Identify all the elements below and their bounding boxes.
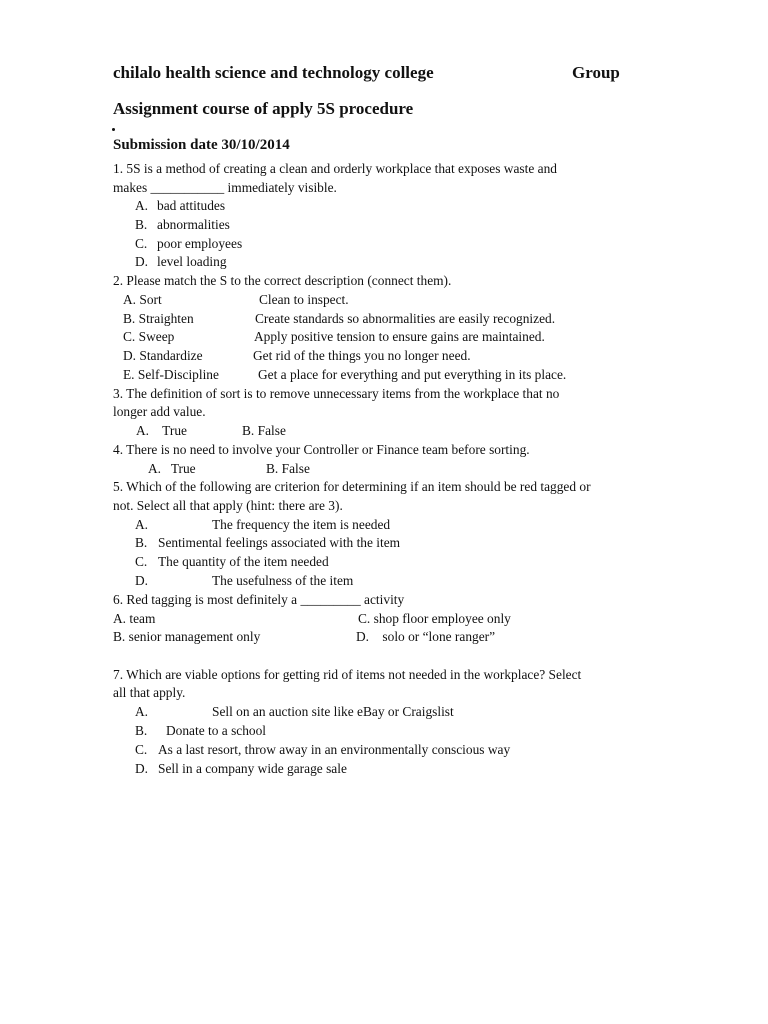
q7-option-letter: A.	[135, 704, 149, 719]
q6-option-d: D. solo or “lone ranger”	[356, 629, 496, 644]
q1-option-letter: A.	[135, 198, 149, 213]
q2-s-item: A. Sort	[123, 292, 162, 307]
q6-option-b: B. senior management only	[113, 629, 261, 644]
q6-option-c: C. shop floor employee only	[358, 611, 511, 626]
q7-option-text: Donate to a school	[166, 723, 267, 738]
q5-option-letter: D.	[135, 573, 149, 588]
q2-s-item: C. Sweep	[123, 329, 175, 344]
q2-description: Get rid of the things you no longer need.	[253, 348, 471, 363]
bullet-mark	[112, 128, 115, 131]
q5-option-letter: A.	[135, 517, 149, 532]
q3-line1: 3. The definition of sort is to remove unnecessary items from the workplace that no	[113, 386, 560, 401]
q4-option-b: B. False	[266, 461, 310, 476]
q2-description: Create standards so abnormalities are easily recognized.	[255, 311, 556, 326]
q5-line2: not. Select all that apply (hint: there are 3).	[113, 498, 343, 513]
group-label: Group	[572, 63, 620, 82]
q2-s-item: D. Standardize	[123, 348, 203, 363]
q2-s-item: E. Self-Discipline	[123, 367, 219, 382]
assignment-title: Assignment course of apply 5S procedure	[113, 99, 414, 118]
q1-option-letter: C.	[135, 236, 148, 251]
college-name: chilalo health science and technology college	[113, 63, 434, 82]
q7-option-letter: D.	[135, 761, 149, 776]
q5-option-letter: B.	[135, 535, 148, 550]
q7-line1: 7. Which are viable options for getting rid of items not needed in the workplace? Select	[113, 667, 582, 682]
q2-description: Clean to inspect.	[259, 292, 349, 307]
q5-option-text: Sentimental feelings associated with the item	[158, 535, 401, 550]
q1-option-text: level loading	[157, 254, 227, 269]
q7-line2: all that apply.	[113, 685, 186, 700]
q1-option-letter: B.	[135, 217, 148, 232]
q1-option-text: poor employees	[157, 236, 243, 251]
q5-option-letter: C.	[135, 554, 148, 569]
q7-option-text: As a last resort, throw away in an environmentally conscious way	[158, 742, 511, 757]
q1-line1: 1. 5S is a method of creating a clean and orderly workplace that exposes waste and	[113, 161, 557, 176]
q2-description: Get a place for everything and put everything in its place.	[258, 367, 567, 382]
q6-option-a: A. team	[113, 611, 156, 626]
q5-option-text: The frequency the item is needed	[212, 517, 391, 532]
q3-option-b: B. False	[242, 423, 286, 438]
q7-option-text: Sell in a company wide garage sale	[158, 761, 347, 776]
q5-option-text: The usefulness of the item	[212, 573, 354, 588]
submission-date: Submission date 30/10/2014	[113, 137, 290, 153]
q1-option-text: abnormalities	[157, 217, 230, 232]
q2-line1: 2. Please match the S to the correct description (connect them).	[113, 273, 452, 288]
q7-option-letter: C.	[135, 742, 148, 757]
q6-line1: 6. Red tagging is most definitely a _________ activity	[113, 592, 405, 607]
q5-option-text: The quantity of the item needed	[158, 554, 329, 569]
q4-option-a: A. True	[148, 461, 196, 476]
q7-option-letter: B.	[135, 723, 148, 738]
q1-option-letter: D.	[135, 254, 149, 269]
q3-line2: longer add value.	[113, 404, 206, 419]
q5-line1: 5. Which of the following are criterion for determining if an item should be red tagged or	[113, 479, 591, 494]
q7-option-text: Sell on an auction site like eBay or Craigslist	[212, 704, 454, 719]
q1-line2: makes ___________ immediately visible.	[113, 180, 337, 195]
q2-s-item: B. Straighten	[123, 311, 194, 326]
q2-description: Apply positive tension to ensure gains are maintained.	[254, 329, 545, 344]
q1-option-text: bad attitudes	[157, 198, 226, 213]
q4-line1: 4. There is no need to involve your Controller or Finance team before sorting.	[113, 442, 530, 457]
q3-option-a: A. True	[136, 423, 187, 438]
